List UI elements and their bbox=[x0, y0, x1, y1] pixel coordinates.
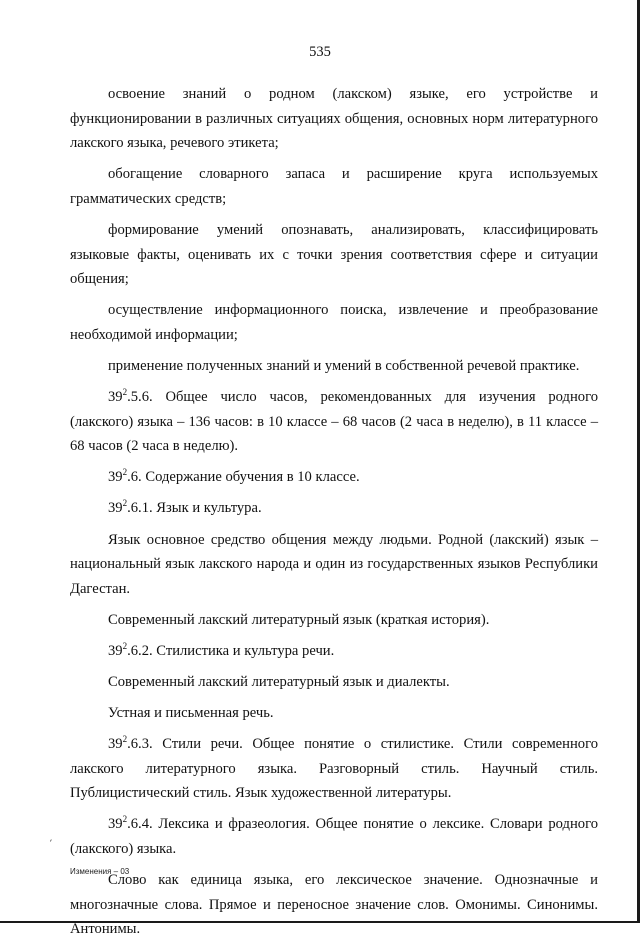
paragraph-5: применение полученных знаний и умений в собственной речевой практике. bbox=[108, 357, 580, 374]
paragraph-oral-written: Устная и письменная речь. bbox=[108, 705, 274, 722]
paragraph-1: освоение знаний о родном (лакском) языке, его устройстве и функционировании в различных ситуациях общения, основных норм литературного лакского языка, речевого этикета; bbox=[70, 86, 598, 152]
paragraph-4: осуществление информационного поиска, извлечение и преобразование необходимой информации; bbox=[70, 302, 598, 343]
page-number: 535 bbox=[309, 44, 331, 60]
section-39-6-3: $39^2.6.3$. Стили речи. Общее понятие о стилистике. Стили современного лакского литературного языка. Разговорный стиль. Научный стиль. Публицистический стиль. Язык художественной литературы. bbox=[70, 734, 598, 802]
paragraph-dialects: Современный лакский литературный язык и диалекты. bbox=[108, 673, 450, 690]
footer-note: Изменения – 03 bbox=[70, 867, 130, 876]
paragraph-3: формирование умений опознавать, анализировать, классифицировать языковые факты, оценивать их с точки зрения соответствия сфере и ситуации общения; bbox=[70, 221, 598, 288]
section-39-6-1-heading: $39^2.6.1$. Язык и культура. bbox=[108, 498, 262, 517]
paragraph-language: Язык основное средство общения между людьми. Родной (лакский) язык – национальный язык лакского народа и один из государственных языков Республики Дагестан. bbox=[70, 531, 598, 597]
section-39-6-4: $39^2.6.4$. Лексика и фразеология. Общее понятие о лексике. Словари родного (лакского) языка. bbox=[70, 814, 598, 858]
paragraph-word-meaning: Слово как единица языка, его лексическое значение. Однозначные и многозначные слова. Прямое и переносное значение слов. Омонимы. Синонимы. Антонимы. bbox=[70, 872, 598, 938]
section-39-6-heading: $39^2.6$. Содержание обучения в 10 классе. bbox=[108, 467, 360, 486]
section-39-6-2-heading: $39^2.6.2$. Стилистика и культура речи. bbox=[108, 641, 335, 659]
scan-mark: ˊ bbox=[48, 837, 58, 851]
paragraph-2: обогащение словарного запаса и расширение круга используемых грамматических средств; bbox=[70, 166, 598, 207]
document-body bbox=[70, 82, 598, 948]
paragraph-literary-history: Современный лакский литературный язык (краткая история). bbox=[108, 611, 490, 628]
section-39-5-6: $39^2.5.6$. Общее число часов, рекомендованных для изучения родного (лакского) языка – 136 часов: в 10 классе – 68 часов (2 часа в неделю), в 11 классе – 68 часов (2 часа в неделю). bbox=[70, 387, 598, 455]
